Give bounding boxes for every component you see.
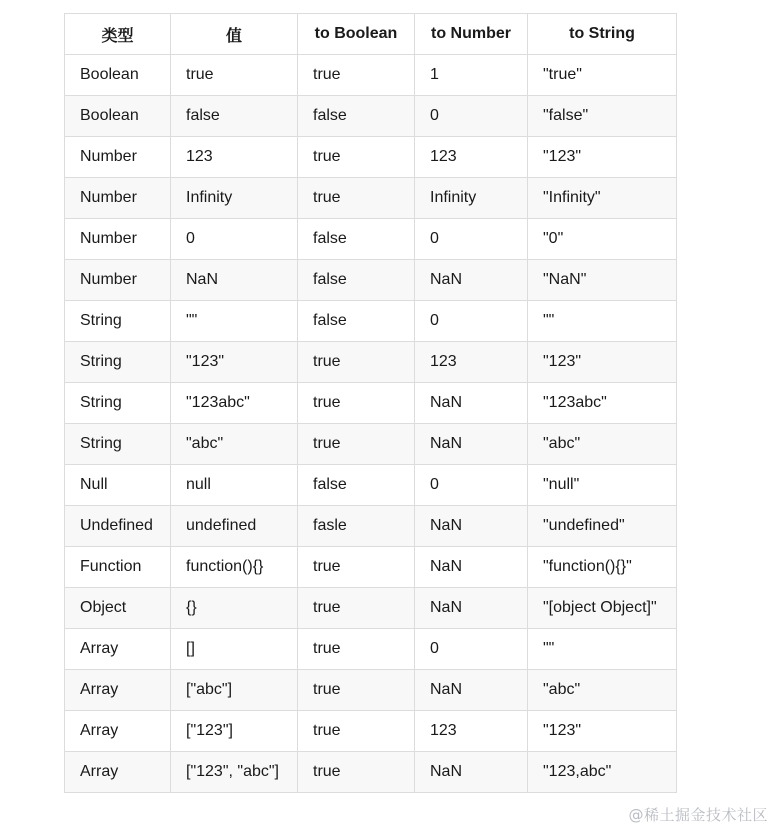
cell-type: Boolean <box>65 55 171 96</box>
cell-value: "" <box>171 301 298 342</box>
table-row <box>65 752 677 793</box>
cell-value: 0 <box>171 219 298 260</box>
cell-value: true <box>171 55 298 96</box>
table-row <box>65 547 677 588</box>
cell-to-string: "function(){}" <box>528 547 677 588</box>
table-row <box>65 137 677 178</box>
cell-to-string: "false" <box>528 96 677 137</box>
table-row <box>65 465 677 506</box>
cell-to-string: "[object Object]" <box>528 588 677 629</box>
cell-to-string: "123,abc" <box>528 752 677 793</box>
watermark: @稀土掘金技术社区 <box>628 806 768 824</box>
table-row <box>65 260 677 301</box>
table-row <box>65 96 677 137</box>
cell-to-string: "123" <box>528 711 677 752</box>
cell-value: undefined <box>171 506 298 547</box>
cell-value: Infinity <box>171 178 298 219</box>
cell-to-boolean: true <box>298 711 415 752</box>
cell-to-boolean: true <box>298 547 415 588</box>
cell-value: "abc" <box>171 424 298 465</box>
cell-type: String <box>65 342 171 383</box>
cell-type: String <box>65 301 171 342</box>
cell-type: Boolean <box>65 96 171 137</box>
cell-type: Number <box>65 260 171 301</box>
cell-to-number: 123 <box>415 711 528 752</box>
header-value: 值 <box>171 14 298 55</box>
table-row <box>65 383 677 424</box>
cell-value: false <box>171 96 298 137</box>
cell-to-number: 0 <box>415 465 528 506</box>
cell-value: "123" <box>171 342 298 383</box>
cell-type: String <box>65 424 171 465</box>
cell-to-number: NaN <box>415 588 528 629</box>
cell-to-string: "abc" <box>528 670 677 711</box>
cell-value: [] <box>171 629 298 670</box>
cell-to-boolean: true <box>298 424 415 465</box>
cell-value: NaN <box>171 260 298 301</box>
cell-to-boolean: false <box>298 96 415 137</box>
cell-to-string: "123" <box>528 342 677 383</box>
cell-to-boolean: true <box>298 55 415 96</box>
header-to-string: to String <box>528 14 677 55</box>
cell-to-number: 123 <box>415 137 528 178</box>
cell-type: Array <box>65 670 171 711</box>
cell-to-number: NaN <box>415 547 528 588</box>
cell-to-number: NaN <box>415 424 528 465</box>
table-row <box>65 342 677 383</box>
cell-to-string: "" <box>528 629 677 670</box>
cell-to-number: Infinity <box>415 178 528 219</box>
cell-type: Object <box>65 588 171 629</box>
cell-value: {} <box>171 588 298 629</box>
cell-to-boolean: true <box>298 752 415 793</box>
cell-to-number: 0 <box>415 219 528 260</box>
cell-to-boolean: true <box>298 178 415 219</box>
cell-to-boolean: false <box>298 301 415 342</box>
table-row <box>65 178 677 219</box>
cell-to-boolean: true <box>298 670 415 711</box>
cell-to-number: NaN <box>415 506 528 547</box>
cell-to-string: "undefined" <box>528 506 677 547</box>
cell-type: Array <box>65 752 171 793</box>
cell-to-string: "123abc" <box>528 383 677 424</box>
cell-to-boolean: true <box>298 588 415 629</box>
table-header-row <box>65 14 677 55</box>
cell-to-boolean: false <box>298 260 415 301</box>
table-row <box>65 424 677 465</box>
cell-to-boolean: true <box>298 383 415 424</box>
cell-value: null <box>171 465 298 506</box>
cell-to-string: "" <box>528 301 677 342</box>
cell-value: ["abc"] <box>171 670 298 711</box>
cell-to-boolean: false <box>298 465 415 506</box>
cell-type: Null <box>65 465 171 506</box>
cell-type: Number <box>65 178 171 219</box>
table-body <box>65 55 677 793</box>
cell-to-number: NaN <box>415 752 528 793</box>
cell-to-string: "Infinity" <box>528 178 677 219</box>
cell-to-string: "abc" <box>528 424 677 465</box>
header-to-boolean: to Boolean <box>298 14 415 55</box>
cell-type: Array <box>65 711 171 752</box>
cell-value: ["123", "abc"] <box>171 752 298 793</box>
table-row <box>65 219 677 260</box>
table-row <box>65 670 677 711</box>
table-row <box>65 55 677 96</box>
cell-type: Number <box>65 219 171 260</box>
cell-to-number: 0 <box>415 96 528 137</box>
cell-to-string: "NaN" <box>528 260 677 301</box>
header-type: 类型 <box>65 14 171 55</box>
cell-to-number: 123 <box>415 342 528 383</box>
table-row <box>65 301 677 342</box>
cell-to-string: "true" <box>528 55 677 96</box>
cell-value: ["123"] <box>171 711 298 752</box>
header-to-number: to Number <box>415 14 528 55</box>
cell-to-string: "0" <box>528 219 677 260</box>
table-row <box>65 588 677 629</box>
cell-to-boolean: true <box>298 342 415 383</box>
cell-to-boolean: true <box>298 629 415 670</box>
cell-to-boolean: false <box>298 219 415 260</box>
cell-to-number: NaN <box>415 383 528 424</box>
cell-to-number: 1 <box>415 55 528 96</box>
table-row <box>65 629 677 670</box>
cell-to-string: "null" <box>528 465 677 506</box>
cell-to-number: 0 <box>415 301 528 342</box>
cell-value: 123 <box>171 137 298 178</box>
cell-value: "123abc" <box>171 383 298 424</box>
type-conversion-table <box>64 13 677 793</box>
cell-type: Array <box>65 629 171 670</box>
cell-to-number: NaN <box>415 670 528 711</box>
cell-type: String <box>65 383 171 424</box>
cell-type: Function <box>65 547 171 588</box>
cell-value: function(){} <box>171 547 298 588</box>
cell-to-boolean: true <box>298 137 415 178</box>
cell-type: Undefined <box>65 506 171 547</box>
table-row <box>65 711 677 752</box>
cell-to-boolean: fasle <box>298 506 415 547</box>
cell-to-number: NaN <box>415 260 528 301</box>
cell-to-number: 0 <box>415 629 528 670</box>
conversion-table-container <box>64 13 677 793</box>
table-row <box>65 506 677 547</box>
cell-to-string: "123" <box>528 137 677 178</box>
cell-type: Number <box>65 137 171 178</box>
